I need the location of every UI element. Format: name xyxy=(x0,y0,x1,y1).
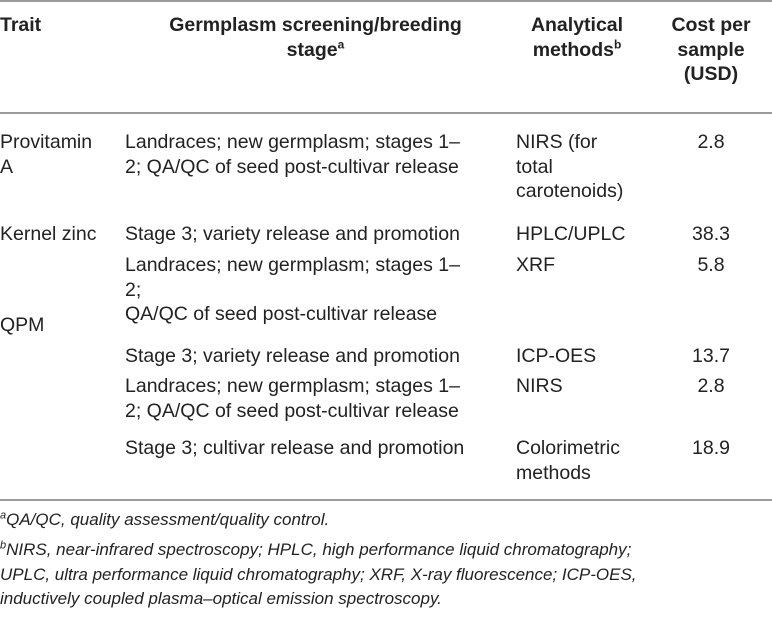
table-row-method: HPLC/UPLC xyxy=(516,223,626,245)
table-row-stage: Stage 3; variety release and promotion xyxy=(125,345,460,367)
table-row-method: NIRS xyxy=(516,375,563,397)
trait-provitamin-a: Provitamin A xyxy=(0,131,93,178)
table-row-stage: Landraces; new germplasm; stages 1– 2; QA/QC of seed post-cultivar release xyxy=(125,254,460,325)
header-cost-line3: (USD) xyxy=(683,63,739,85)
header-trait: Trait xyxy=(0,14,42,36)
table-row-cost: 13.7 xyxy=(692,345,730,367)
header-methods-line2: methods$^b$ xyxy=(532,37,622,61)
trait-kernel-zinc: Kernel zinc xyxy=(0,223,97,245)
table-row-cost: 38.3 xyxy=(692,223,730,245)
table-row-cost: 2.8 xyxy=(697,131,725,153)
footnote-a: $^a$QA/QC, quality assessment/quality control. xyxy=(0,509,330,529)
table-row-stage: Stage 3; variety release and promotion xyxy=(125,223,460,245)
table-row-cost: 2.8 xyxy=(697,375,725,397)
bottom-rule xyxy=(0,499,772,501)
table-row-stage: Landraces; new germplasm; stages 1– 2; QA/QC of seed post-cultivar release xyxy=(125,375,460,422)
table-row-stage: Landraces; new germplasm; stages 1– 2; QA/QC of seed post-cultivar release xyxy=(125,131,460,178)
table-row-method: XRF xyxy=(516,254,555,276)
table-row-cost: 18.9 xyxy=(692,437,730,459)
header-methods-line1: Analytical xyxy=(530,14,624,36)
header-methods xyxy=(516,13,638,62)
table-row-stage: Stage 3; cultivar release and promotion xyxy=(125,437,465,459)
header-cost xyxy=(650,13,772,87)
header-stage-line2: stage$^a$ xyxy=(286,37,345,61)
header-cost-line2: sample xyxy=(677,38,745,61)
table-row-cost: 5.8 xyxy=(697,254,725,276)
trait-qpm: QPM xyxy=(0,314,45,336)
header-stage-line1: Germplasm screening/breeding xyxy=(169,14,462,36)
table-row-method: NIRS (for total carotenoids) xyxy=(516,131,624,202)
footnote-b: $^b$NIRS, near-infrared spectroscopy; HPLC, high performance liquid chromatography; UPLC, ultra performance liquid chromatography; XRF, X-ray fluorescence; ICP-OES, inductively coupled plasma–optical emission spectroscopy. xyxy=(0,539,637,608)
table-row-method: Colorimetric methods xyxy=(516,437,621,484)
header-rule xyxy=(0,112,772,114)
table-row-method: ICP-OES xyxy=(516,345,597,367)
top-rule xyxy=(0,0,772,2)
header-cost-line1: Cost per xyxy=(671,14,751,36)
header-stage xyxy=(123,13,508,62)
